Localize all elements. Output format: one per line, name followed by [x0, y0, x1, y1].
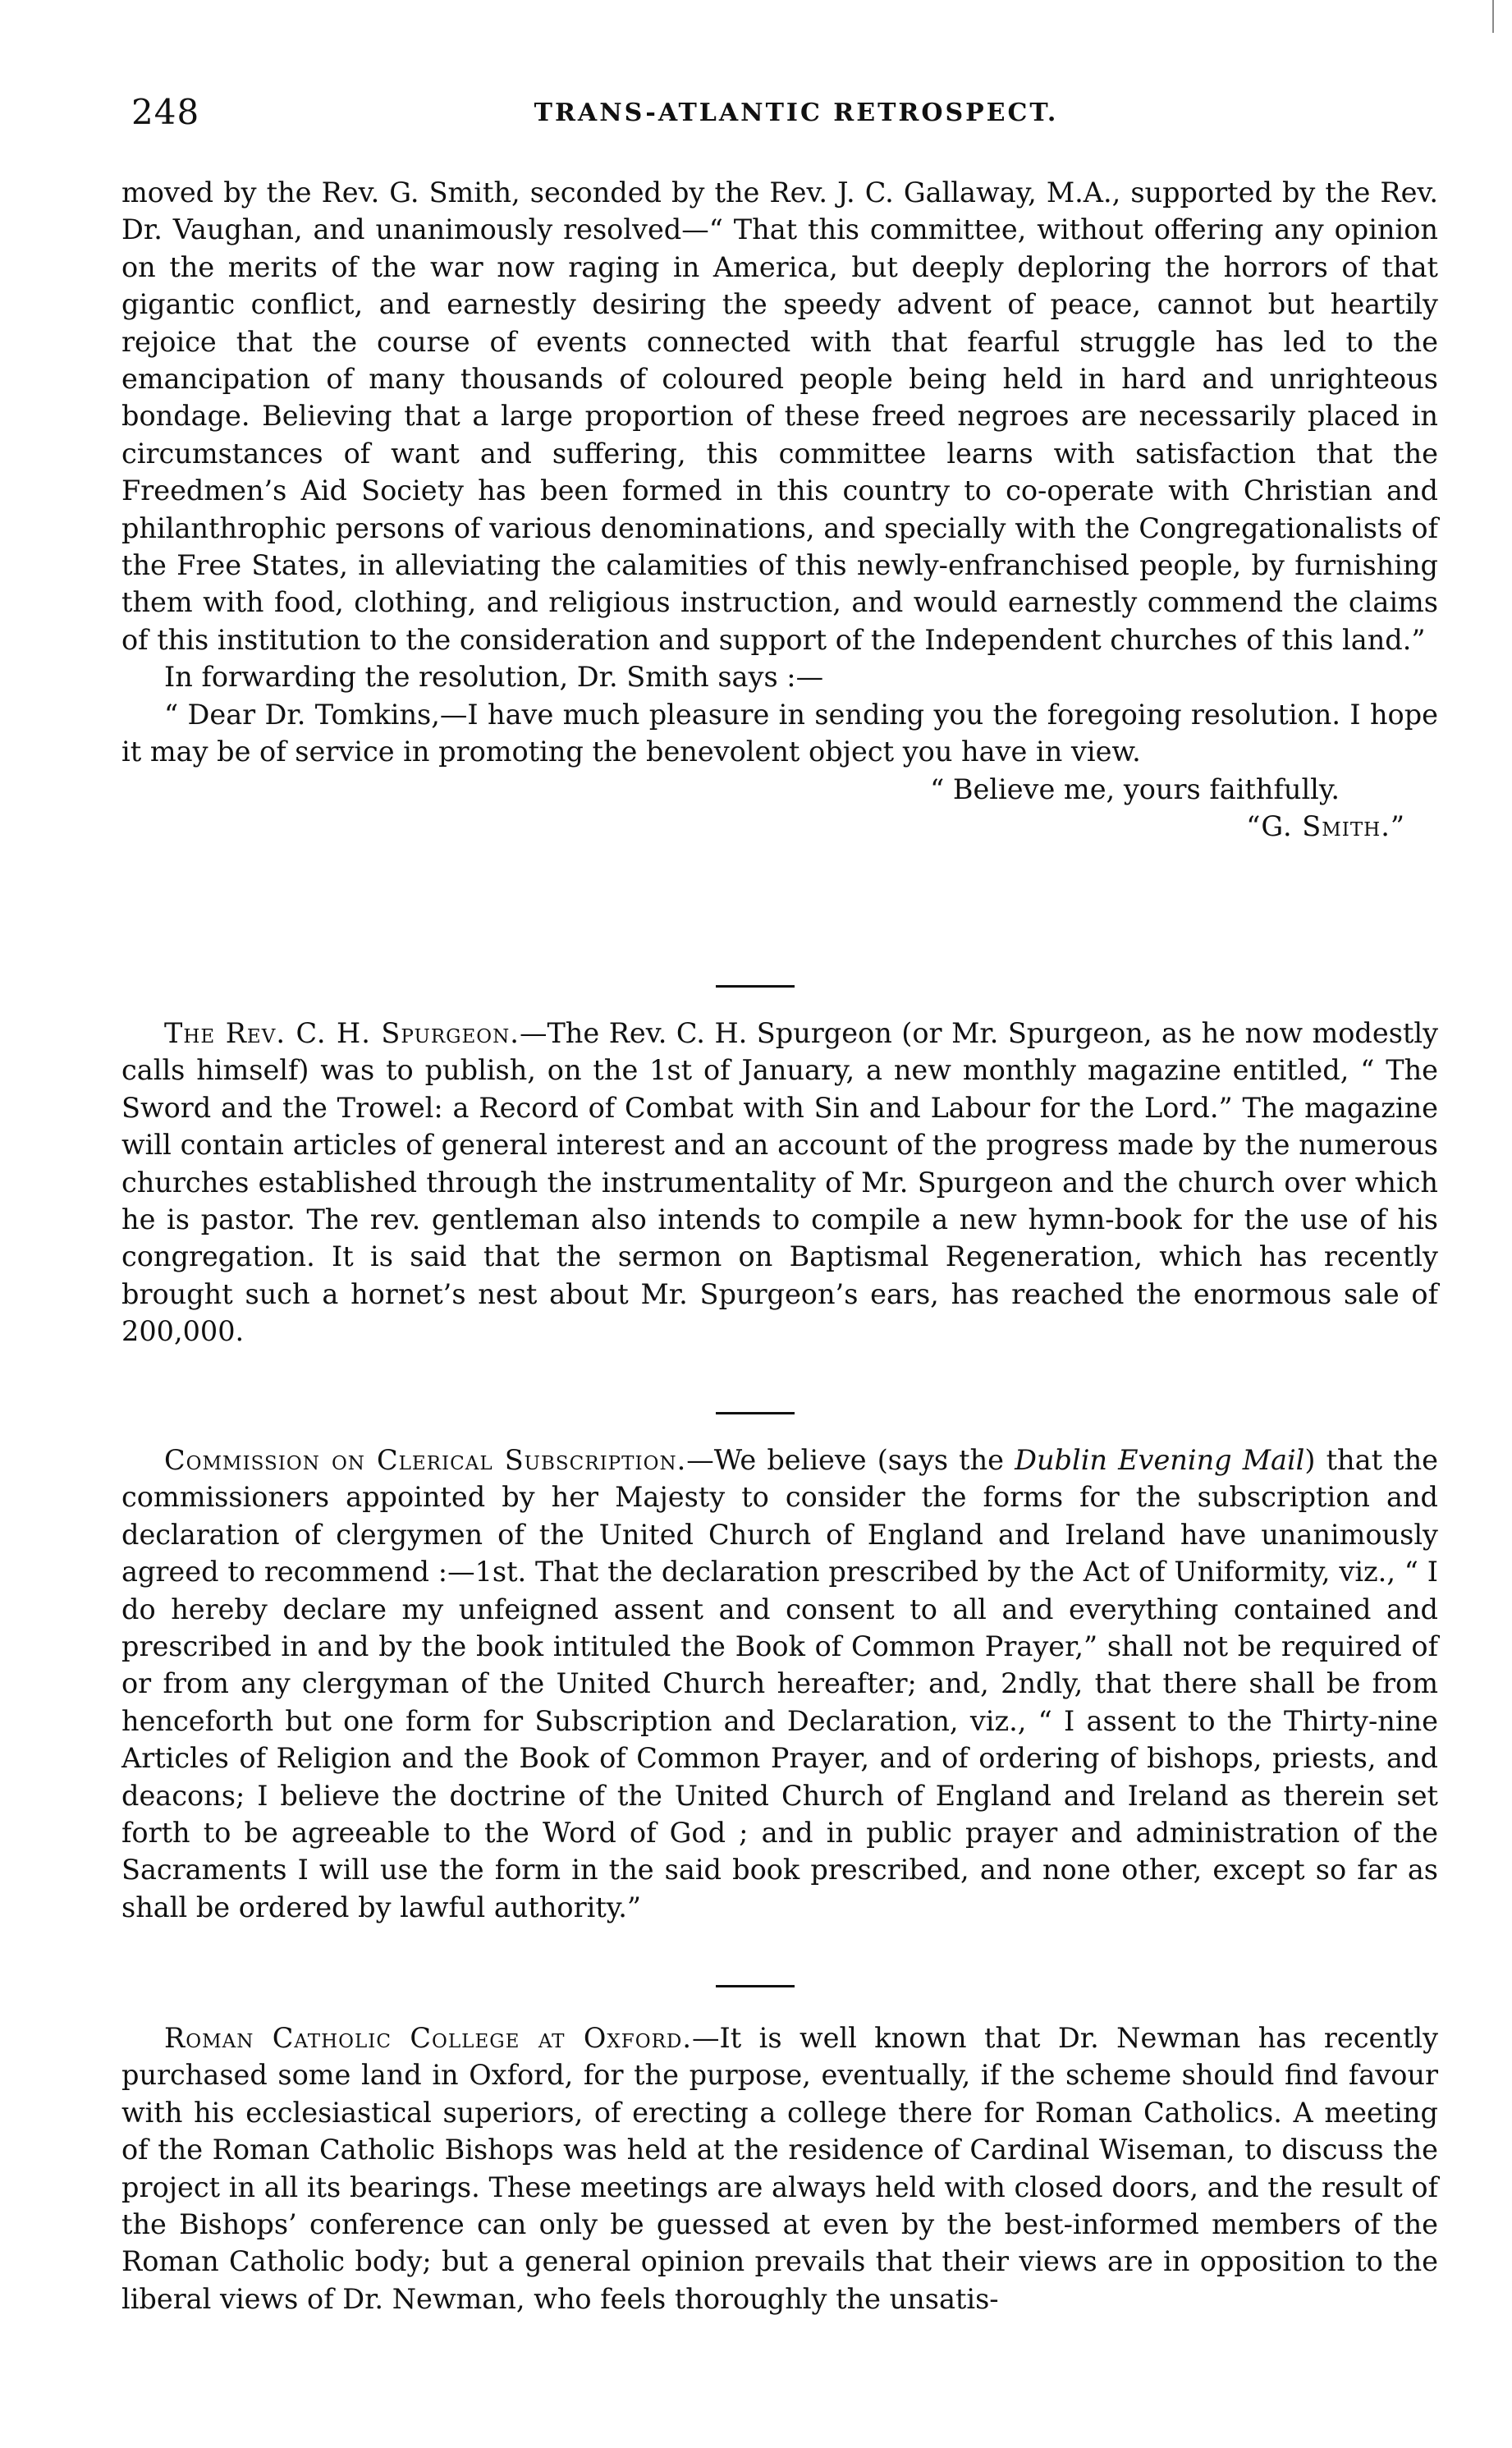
letter-closing: “ Believe me, yours faithfully. [930, 772, 1340, 805]
commission-text-start: —We believe (says the [686, 1444, 1015, 1476]
commission-heading: Commission on Clerical Subscription. [164, 1444, 687, 1476]
letter-text: “ Dear Dr. Tomkins,—I have much pleasure in sending you the foregoing resolution. I hope it may be of service in promoting the benevolent object you have in view. [121, 698, 1438, 768]
spurgeon-text: —The Rev. C. H. Spurgeon (or Mr. Spurgeon, as he now modestly calls himself) was to publish, on the 1st of January, a new monthly magazine entitled, “ The Sword and the Trowel: a Record of Combat with Sin and Labour for the Lord.” The magazine will contain articles of general interest and an account of the progress made by the numerous churches established through the instrumentality of Mr. Spurgeon and the church over which he is pastor. The rev. gentleman also intends to compile a new hymn-book for the use of his congregation. It is said that the sermon on Baptismal Regeneration, which has recently brought such a hornet’s nest about Mr. Spurgeon’s ears, has reached the enormous sale of 200,000. [121, 1017, 1438, 1348]
college-heading: Roman Catholic College at Oxford. [164, 2022, 692, 2054]
scan-edge-mark [1492, 0, 1494, 33]
resolution-paragraph: moved by the Rev. G. Smith, seconded by the Rev. J. C. Gallaway, M.A., supported by the Rev. Dr. Vaughan, and unanimously resolved—“ That this committee, without offering any opinion on the merits of the war now raging in America, but deeply deploring the horrors of that gigantic conflict, and earnestly desiring the speedy advent of peace, cannot but heartily rejoice that the course of events connected with that fearful struggle has led to the emancipation of many thousands of coloured people being held in hard and unrighteous bondage. Believing that a large proportion of these freed negroes are necessarily placed in circumstances of want and suffering, this committee learns with satisfaction that the Freedmen’s Aid Society has been formed in this country to co-operate with Christian and philanthrophic persons of various denominations, and specially with the Congregationalists of the Free States, in alleviating the calamities of this newly-enfranchised people, by furnishing them with food, clothing, and religious instruction, and would earnestly commend the claims of this institution to the consideration and support of the Independent churches of this land.” [121, 176, 1438, 656]
letter-signature: “G. Smith.” [1246, 809, 1405, 842]
spurgeon-heading: The Rev. C. H. Spurgeon. [164, 1017, 520, 1049]
spurgeon-section [121, 1015, 1438, 1350]
resolution-section [121, 174, 1438, 845]
commission-text: ) that the commissioners appointed by her Majesty to consider the forms for the subscription and declaration of clergymen of the United Church of England and Ireland have unanimously agreed to recommend :—1st. That the declaration prescribed by the Act of Uniformity, viz., “ I do hereby declare my unfeigned assent and consent to all and everything contained and prescribed in and by the book intituled the Book of Common Prayer,” shall not be required of or from any clergyman of the United Church hereafter; and, 2ndly, that there shall be from henceforth but one form for Subscription and Declaration, viz., “ I assent to the Thirty-nine Articles of Religion and the Book of Common Prayer, and of ordering of bishops, priests, and deacons; I believe the doctrine of the United Church of England and Ireland as therein set forth to be agreeable to the Word of God ; and in public prayer and administration of the Sacraments I will use the form in the said book prescribed, and none other, except so far as shall be ordered by lawful authority.” [121, 1444, 1438, 1923]
commission-section [121, 1442, 1438, 1926]
page-number: 248 [131, 92, 200, 132]
section-divider [716, 1412, 795, 1414]
section-divider [716, 985, 795, 988]
forwarding-line: In forwarding the resolution, Dr. Smith says :— [164, 661, 824, 694]
college-text: —It is well known that Dr. Newman has recently purchased some land in Oxford, for the purpose, eventually, if the scheme should find favour with his ecclesiastical superiors, of erecting a college there for Roman Catholics. A meeting of the Roman Catholic Bishops was held at the residence of Cardinal Wiseman, to discuss the project in all its bearings. These meetings are always held with closed doors, and the result of the Bishops’ conference can only be guessed at even by the best-informed members of the Roman Catholic body; but a general opinion prevails that their views are in opposition to the liberal views of Dr. Newman, who feels thoroughly the unsatis- [121, 2022, 1438, 2315]
section-divider [716, 1985, 795, 1987]
newspaper-title: Dublin Evening Mail [1015, 1444, 1305, 1476]
college-section [121, 2019, 1438, 2317]
page-header [131, 92, 1461, 141]
running-title: TRANS-ATLANTIC RETROSPECT. [534, 99, 1059, 127]
